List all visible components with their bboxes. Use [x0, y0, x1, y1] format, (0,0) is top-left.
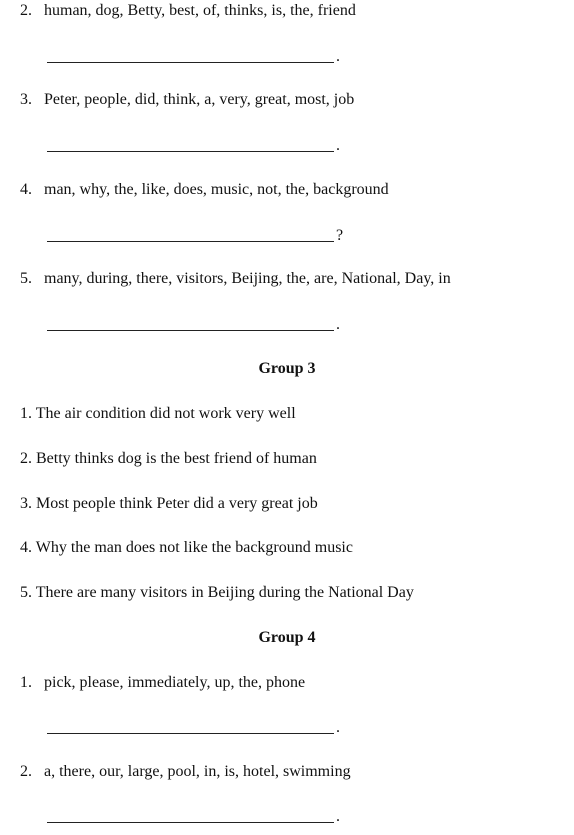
blank-punctuation: .	[336, 48, 340, 65]
item-words: a, there, our, large, pool, in, is, hotel, swimming	[44, 763, 351, 780]
answer-blank[interactable]	[47, 718, 357, 738]
answer-blank[interactable]	[47, 807, 357, 827]
exercise-item	[20, 762, 351, 782]
item-words: man, why, the, like, does, music, not, the, background	[44, 181, 389, 198]
item-words: human, dog, Betty, best, of, thinks, is, the, friend	[44, 2, 356, 19]
blank-line	[47, 241, 334, 242]
blank-line	[47, 733, 334, 734]
item-words: Peter, people, did, think, a, very, great, most, job	[44, 91, 355, 108]
group-4-title: Group 4	[258, 629, 316, 646]
blank-punctuation: ?	[336, 227, 344, 244]
item-number: 1.	[20, 674, 32, 691]
item-number: 3.	[20, 91, 32, 108]
answer-sentence: 4. Why the man does not like the background music	[20, 539, 353, 556]
exercise-item	[20, 673, 305, 693]
item-words: many, during, there, visitors, Beijing, the, are, National, Day, in	[44, 270, 451, 287]
exercise-item	[20, 180, 389, 200]
item-number: 5.	[20, 270, 32, 287]
answer-blank[interactable]	[47, 136, 357, 156]
exercise-item	[20, 269, 451, 289]
blank-line	[47, 822, 334, 823]
blank-line	[47, 151, 334, 152]
exercise-item	[20, 1, 356, 21]
blank-punctuation: .	[336, 808, 340, 825]
answer-sentence: 5. There are many visitors in Beijing during the National Day	[20, 584, 414, 601]
exercise-item	[20, 90, 354, 110]
item-words: pick, please, immediately, up, the, phone	[44, 674, 306, 691]
item-number: 2.	[20, 2, 32, 19]
answer-blank[interactable]	[47, 47, 357, 67]
answer-blank[interactable]	[47, 226, 357, 246]
group-3-title: Group 3	[258, 360, 316, 377]
blank-line	[47, 62, 334, 63]
blank-punctuation: .	[336, 719, 340, 736]
item-number: 4.	[20, 181, 32, 198]
blank-line	[47, 330, 334, 331]
answer-sentence: 2. Betty thinks dog is the best friend of human	[20, 450, 317, 467]
blank-punctuation: .	[336, 316, 340, 333]
answer-sentence: 1. The air condition did not work very well	[20, 405, 296, 422]
answer-sentence: 3. Most people think Peter did a very great job	[20, 495, 318, 512]
answer-blank[interactable]	[47, 315, 357, 335]
blank-punctuation: .	[336, 137, 340, 154]
item-number: 2.	[20, 763, 32, 780]
